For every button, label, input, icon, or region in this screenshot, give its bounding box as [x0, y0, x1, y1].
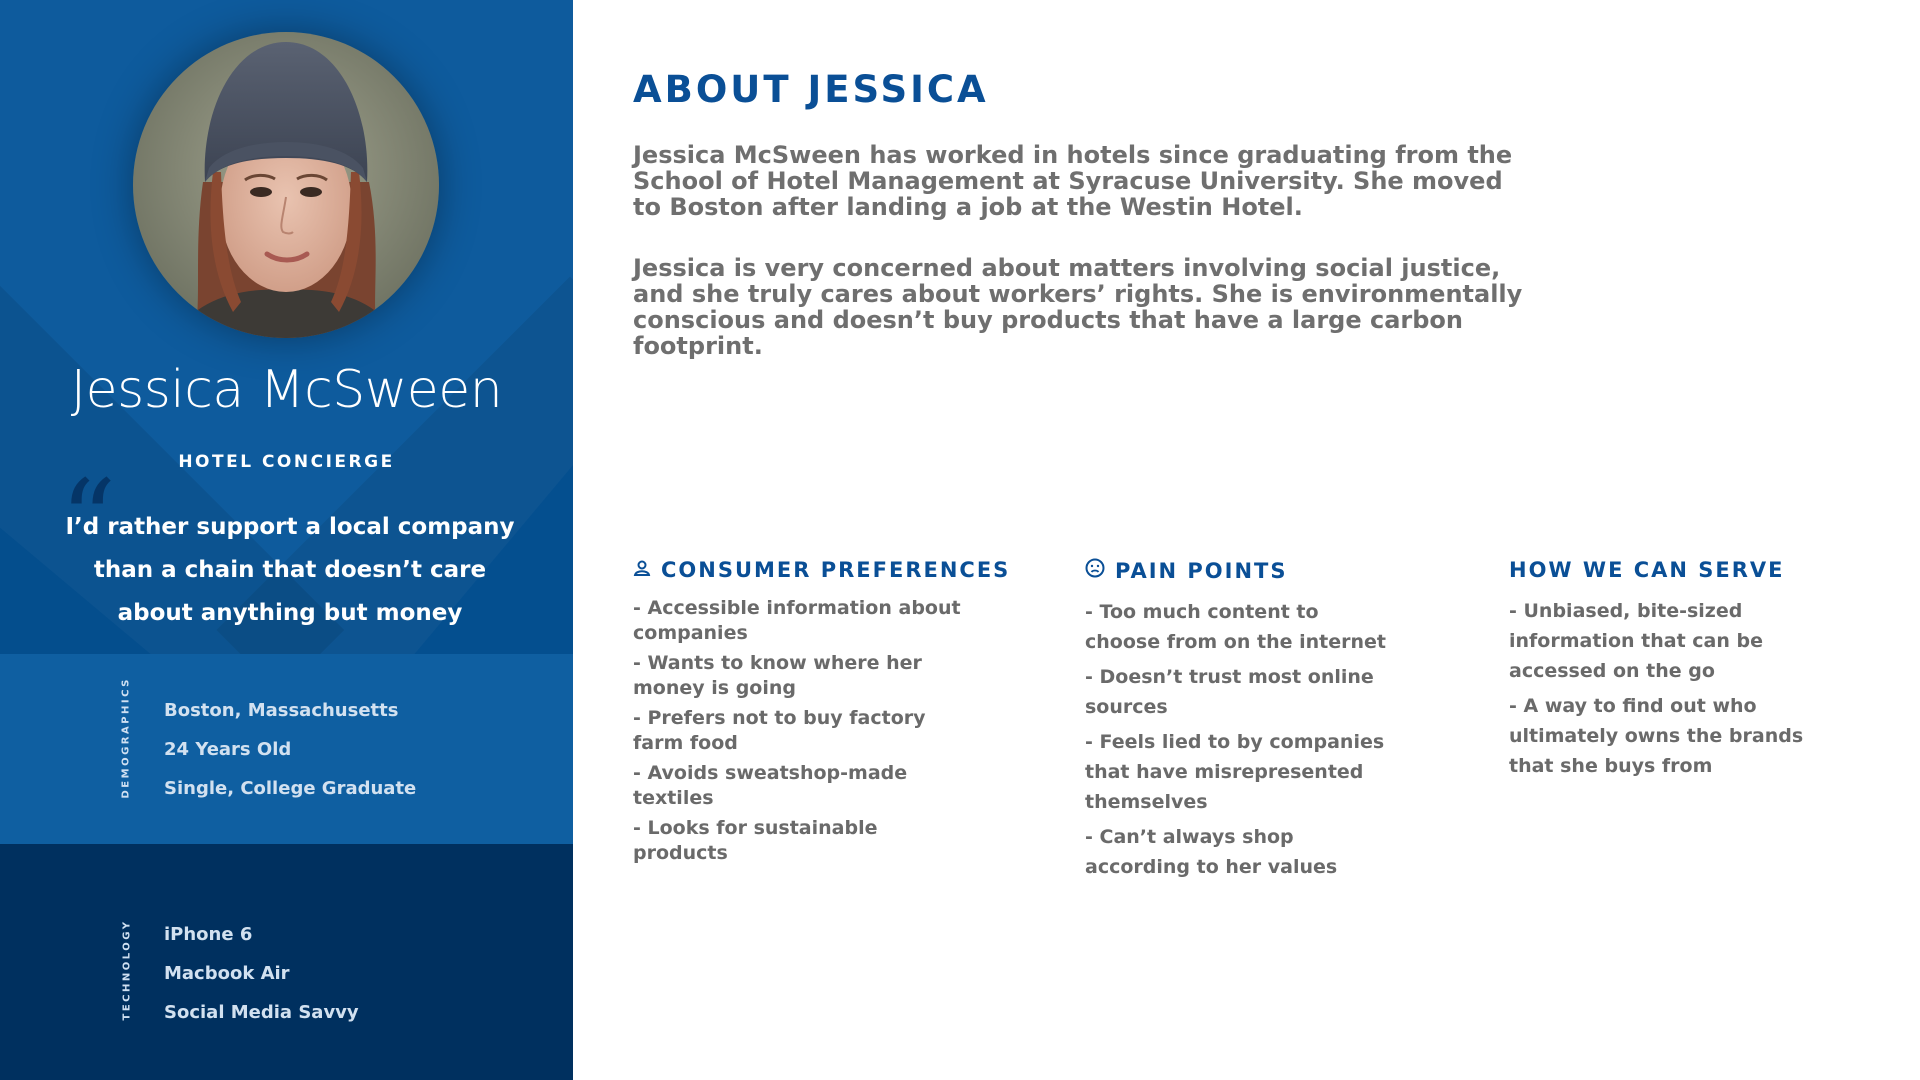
- list-item: - Unbiased, bite-sized information that can be accessed on the go: [1509, 600, 1763, 682]
- list-item: - Wants to know where her money is going: [633, 652, 922, 699]
- consumer-preferences-heading: [633, 558, 1011, 582]
- demographics-label: DEMOGRAPHICS: [120, 677, 132, 799]
- pain-points-list: [1085, 597, 1395, 882]
- sad-face-icon: [1085, 558, 1105, 583]
- how-we-can-serve-heading: [1509, 558, 1819, 582]
- pain-points-title: PAIN POINTS: [1115, 558, 1288, 583]
- technology-item-laptop: Macbook Air: [164, 963, 290, 984]
- about-paragraph-1: Jessica McSween has worked in hotels since graduating from the School of Hotel Management at Syracuse University. She moved to Boston after landing a job at the Westin Hotel.: [633, 141, 1513, 221]
- consumer-preferences-column: [633, 558, 1011, 871]
- list-item: - Doesn’t trust most online sources: [1085, 666, 1374, 718]
- persona-name: Jessica McSween: [70, 360, 503, 420]
- how-we-can-serve-column: [1509, 558, 1819, 786]
- consumer-preferences-list: [633, 596, 973, 866]
- demographics-item-age: 24 Years Old: [164, 739, 292, 760]
- consumer-preferences-title: CONSUMER PREFERENCES: [661, 558, 1011, 582]
- list-item: - Looks for sustainable products: [633, 817, 878, 864]
- demographics-item-status: Single, College Graduate: [164, 778, 417, 799]
- persona-role: HOTEL CONCIERGE: [178, 452, 395, 472]
- technology-item-phone: iPhone 6: [164, 924, 253, 945]
- about-title: ABOUT JESSICA: [633, 68, 989, 111]
- how-we-can-serve-list: [1509, 596, 1819, 781]
- technology-item-social: Social Media Savvy: [164, 1002, 359, 1023]
- pain-points-column: [1085, 558, 1395, 887]
- demographics-list: [164, 691, 416, 808]
- person-icon: [633, 558, 651, 582]
- quote-mark-icon: “: [60, 456, 117, 584]
- list-item: - Too much content to choose from on the internet: [1085, 601, 1386, 653]
- about-paragraph-2: Jessica is very concerned about matters involving social justice, and she truly cares about workers’ rights. She is environmentally conscious and doesn’t buy products that have a large carbon footprint.: [633, 254, 1523, 360]
- list-item: - Can’t always shop according to her values: [1085, 826, 1338, 878]
- avatar: [133, 32, 439, 338]
- how-we-can-serve-title: HOW WE CAN SERVE: [1509, 558, 1785, 582]
- list-item: - Prefers not to buy factory farm food: [633, 707, 926, 754]
- persona-main: [573, 0, 1920, 1080]
- persona-hero: [0, 0, 573, 654]
- technology-label: TECHNOLOGY: [121, 919, 133, 1021]
- list-item: - Feels lied to by companies that have misrepresented themselves: [1085, 731, 1385, 813]
- list-item: - A way to find out who ultimately owns the brands that she buys from: [1509, 695, 1804, 777]
- list-item: - Accessible information about companies: [633, 597, 961, 644]
- avatar-photo: [133, 32, 439, 338]
- pain-points-heading: [1085, 558, 1395, 583]
- demographics-panel: [0, 654, 573, 844]
- technology-list: [164, 915, 359, 1032]
- persona-quote: I’d rather support a local company than a chain that doesn’t care about anything but money: [65, 514, 515, 626]
- demographics-item-location: Boston, Massachusetts: [164, 700, 399, 721]
- list-item: - Avoids sweatshop-made textiles: [633, 762, 908, 809]
- persona-sidebar: [0, 0, 573, 1080]
